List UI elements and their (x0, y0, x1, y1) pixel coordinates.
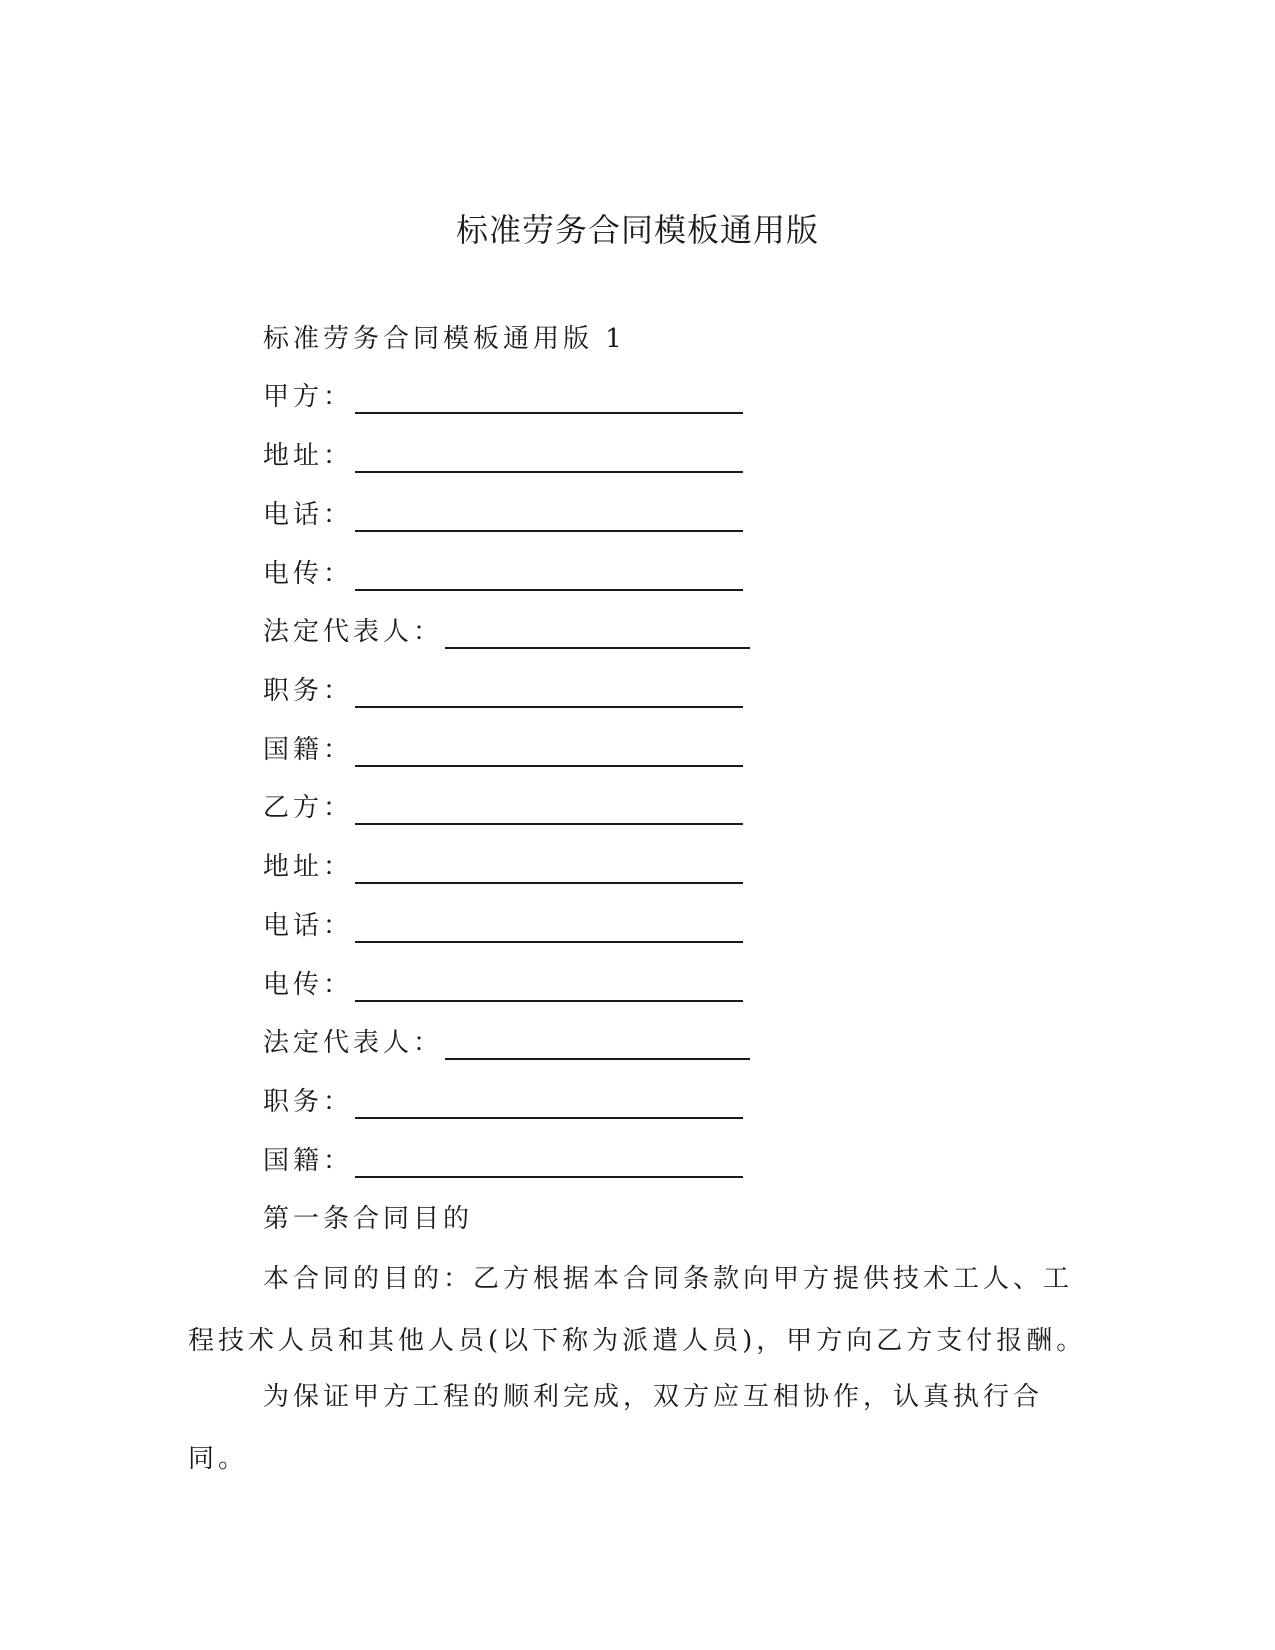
party-b-legal-rep-label: 法定代表人： (263, 1028, 444, 1058)
party-a-nationality-blank[interactable] (355, 735, 743, 767)
party-b-nationality-label: 国籍： (263, 1146, 354, 1176)
party-b-position-field (263, 1085, 743, 1119)
party-b-name-label: 乙方： (263, 793, 354, 823)
party-a-legal-rep-blank[interactable] (445, 617, 750, 649)
party-b-address-blank[interactable] (355, 852, 743, 884)
party-b-name-blank[interactable] (355, 793, 743, 825)
party-a-phone-field (263, 498, 743, 532)
party-a-name-label: 甲方： (263, 382, 354, 412)
party-a-name-field (263, 380, 743, 414)
party-b-position-label: 职务： (263, 1087, 354, 1117)
party-b-fax-label: 电传： (263, 970, 354, 1000)
party-b-phone-label: 电话： (263, 911, 354, 941)
party-a-address-field (263, 439, 743, 473)
document-subtitle: 标准劳务合同模板通用版 1 (263, 324, 626, 354)
party-a-name-blank[interactable] (355, 382, 743, 414)
party-b-fax-blank[interactable] (355, 970, 743, 1002)
party-a-nationality-field (263, 733, 743, 767)
party-b-address-label: 地址： (263, 852, 354, 882)
party-b-position-blank[interactable] (355, 1087, 743, 1119)
article-1-paragraph-1: 本合同的目的：乙方根据本合同条款向甲方提供技术工人、工程技术人员和其他人员(以下称为派遣人员)，甲方向乙方支付报酬。 (188, 1264, 1087, 1356)
party-a-address-blank[interactable] (355, 441, 743, 473)
party-b-phone-blank[interactable] (355, 911, 743, 943)
party-a-address-label: 地址： (263, 441, 354, 471)
party-b-address-field (263, 850, 743, 884)
party-b-nationality-field (263, 1144, 743, 1178)
party-b-nationality-blank[interactable] (355, 1146, 743, 1178)
party-a-legal-rep-label: 法定代表人： (263, 617, 444, 647)
party-a-position-field (263, 674, 743, 708)
article-1-paragraph-2: 为保证甲方工程的顺利完成，双方应互相协作，认真执行合同。 (188, 1382, 1044, 1474)
party-a-fax-field (263, 557, 743, 591)
party-a-position-blank[interactable] (355, 676, 743, 708)
party-a-nationality-label: 国籍： (263, 735, 354, 765)
party-b-name-field (263, 791, 743, 825)
party-b-fax-field (263, 968, 743, 1002)
party-a-fax-label: 电传： (263, 559, 354, 589)
article-1-heading: 第一条合同目的 (263, 1204, 474, 1234)
party-b-legal-rep-blank[interactable] (445, 1028, 750, 1060)
party-b-phone-field (263, 909, 743, 943)
party-a-phone-label: 电话： (263, 500, 354, 530)
document-title: 标准劳务合同模板通用版 (455, 211, 819, 249)
party-a-legal-rep-field (263, 615, 750, 649)
party-a-phone-blank[interactable] (355, 500, 743, 532)
party-a-fax-blank[interactable] (355, 559, 743, 591)
party-b-legal-rep-field (263, 1026, 750, 1060)
party-a-position-label: 职务： (263, 676, 354, 706)
